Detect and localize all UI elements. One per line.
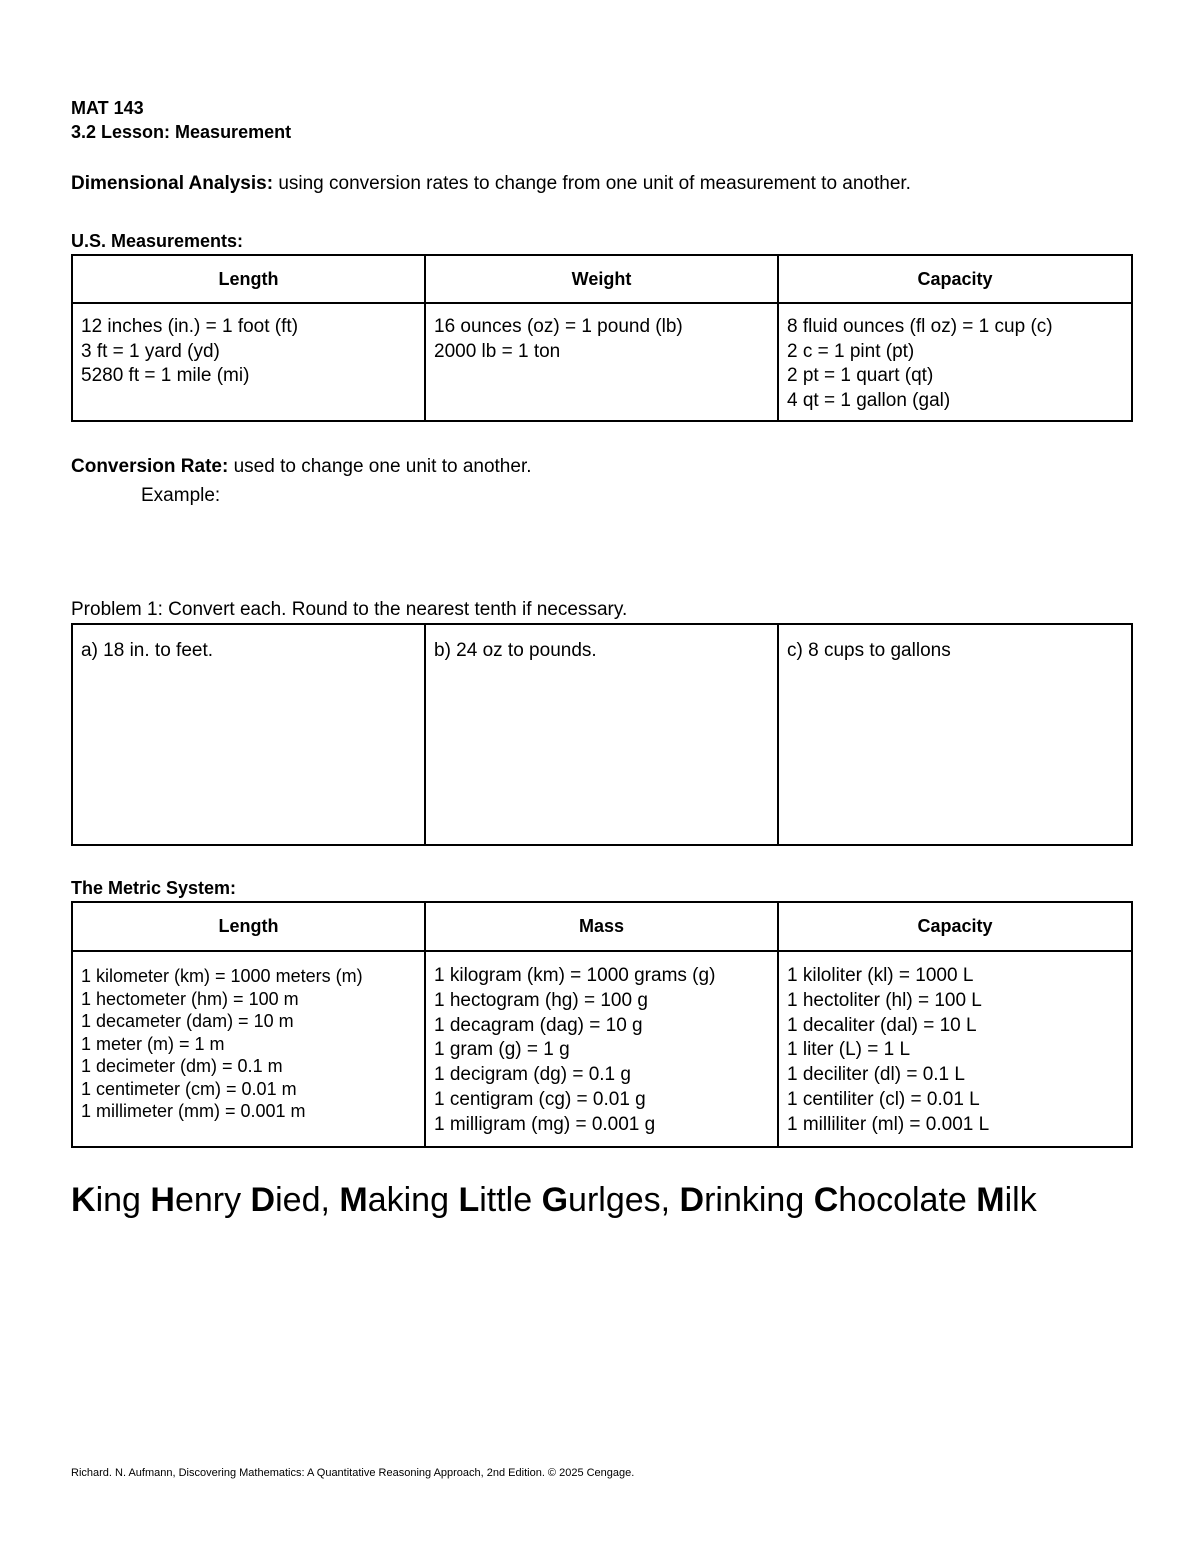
mnemonic-rest: ied,: [275, 1181, 340, 1219]
conversion-line: 1 gram (g) = 1 g: [434, 1039, 570, 1061]
mnemonic-rest: urlges,: [568, 1181, 680, 1219]
conversion-line: 1 deciliter (dl) = 0.1 L: [787, 1064, 965, 1086]
conversion-rate-term: Conversion Rate:: [71, 456, 229, 477]
mnemonic-rest: ing: [95, 1181, 151, 1219]
us-header-weight: Weight: [425, 255, 778, 303]
conversion-line: 1 centiliter (cl) = 0.01 L: [787, 1088, 980, 1110]
problem1-b-cell[interactable]: [425, 624, 778, 845]
problem1-a-cell[interactable]: [72, 624, 425, 845]
conversion-line: 1 milliliter (ml) = 0.001 L: [787, 1113, 990, 1135]
conversion-line: 2 pt = 1 quart (qt): [787, 365, 934, 386]
conversion-line: 1 decigram (dg) = 0.1 g: [434, 1064, 631, 1086]
mnemonic-initial: H: [150, 1181, 175, 1219]
us-length-cell: [72, 303, 425, 421]
dimensional-analysis-text: using conversion rates to change from one unit of measurement to another.: [278, 173, 911, 194]
us-capacity-cell: [778, 303, 1132, 421]
mnemonic-rest: ittle: [479, 1181, 542, 1219]
mnemonic-initial: D: [679, 1181, 705, 1219]
mnemonic-rest: rinking: [704, 1181, 814, 1219]
conversion-line: 1 decimeter (dm) = 0.1 m: [81, 1056, 283, 1076]
conversion-line: 1 millimeter (mm) = 0.001 m: [81, 1101, 306, 1121]
conversion-line: 1 liter (L) = 1 L: [787, 1039, 911, 1061]
conversion-line: 2 c = 1 pint (pt): [787, 340, 915, 362]
metric-header-length: Length: [72, 902, 425, 951]
conversion-line: 1 hectometer (hm) = 100 m: [81, 988, 299, 1009]
problem1-table: [71, 623, 1133, 846]
mnemonic-initial: D: [250, 1181, 276, 1219]
citation-footer: Richard. N. Aufmann, Discovering Mathematics: A Quantitative Reasoning Approach, 2nd Edition. © 2025 Cengage.: [71, 1467, 635, 1479]
problem1-b-text: b) 24 oz to pounds.: [434, 640, 597, 661]
conversion-line: 1 hectogram (hg) = 100 g: [434, 989, 648, 1011]
metric-mnemonic: [71, 1178, 1037, 1222]
mnemonic-initial: C: [813, 1181, 839, 1219]
mnemonic-initial: L: [458, 1181, 480, 1219]
mnemonic-rest: ilk: [1004, 1181, 1037, 1219]
conversion-line: 5280 ft = 1 mile (mi): [81, 365, 250, 386]
conversion-line: 2000 lb = 1 ton: [434, 340, 561, 362]
conversion-line: 1 decameter (dam) = 10 m: [81, 1011, 294, 1031]
mnemonic-rest: hocolate: [838, 1181, 977, 1219]
metric-system-table: [71, 901, 1133, 1148]
problem1-prompt: Problem 1: Convert each. Round to the nearest tenth if necessary.: [71, 599, 628, 620]
conversion-line: 4 qt = 1 gallon (gal): [787, 389, 951, 411]
us-measurements-table: [71, 254, 1133, 422]
conversion-line: 12 inches (in.) = 1 foot (ft): [81, 316, 299, 337]
conversion-line: 1 meter (m) = 1 m: [81, 1033, 225, 1054]
problem1-a-text: a) 18 in. to feet.: [81, 640, 214, 661]
conversion-rate-definition: [71, 455, 532, 479]
conversion-rate-text: used to change one unit to another.: [233, 456, 532, 477]
us-header-length: Length: [72, 255, 425, 303]
problem1-c-cell[interactable]: [778, 624, 1132, 845]
conversion-line: 1 centimeter (cm) = 0.01 m: [81, 1078, 297, 1099]
mnemonic-rest: enry: [174, 1181, 251, 1219]
mnemonic-initial: M: [339, 1181, 368, 1219]
conversion-line: 8 fluid ounces (fl oz) = 1 cup (c): [787, 316, 1053, 337]
conversion-line: 1 hectoliter (hl) = 100 L: [787, 989, 982, 1011]
metric-mass-cell: [425, 951, 778, 1147]
metric-length-cell: [72, 951, 425, 1147]
mnemonic-rest: aking: [367, 1181, 459, 1219]
conversion-line: 1 decagram (dag) = 10 g: [434, 1014, 643, 1036]
metric-capacity-cell: [778, 951, 1132, 1147]
us-header-capacity: Capacity: [778, 255, 1132, 303]
course-title: MAT 143: [71, 98, 144, 118]
conversion-line: 1 centigram (cg) = 0.01 g: [434, 1088, 646, 1110]
conversion-line: 3 ft = 1 yard (yd): [81, 340, 220, 362]
mnemonic-initial: K: [71, 1181, 96, 1219]
mnemonic-initial: G: [541, 1181, 569, 1219]
conversion-line: 1 kiloliter (kl) = 1000 L: [787, 965, 974, 986]
metric-header-capacity: Capacity: [778, 902, 1132, 951]
dimensional-analysis-term: Dimensional Analysis:: [71, 173, 274, 194]
conversion-line: 1 kilometer (km) = 1000 meters (m): [81, 966, 363, 986]
dimensional-analysis-definition: [71, 172, 911, 196]
us-weight-cell: [425, 303, 778, 421]
problem1-c-text: c) 8 cups to gallons: [787, 640, 951, 661]
mnemonic-initial: M: [976, 1181, 1005, 1219]
conversion-line: 1 milligram (mg) = 0.001 g: [434, 1113, 656, 1135]
metric-system-heading: The Metric System:: [71, 878, 237, 898]
lesson-title: 3.2 Lesson: Measurement: [71, 122, 292, 142]
conversion-line: 1 decaliter (dal) = 10 L: [787, 1014, 977, 1036]
conversion-line: 16 ounces (oz) = 1 pound (lb): [434, 316, 683, 337]
example-label: Example:: [141, 485, 221, 506]
metric-header-mass: Mass: [425, 902, 778, 951]
conversion-line: 1 kilogram (km) = 1000 grams (g): [434, 965, 716, 986]
us-measurements-heading: U.S. Measurements:: [71, 231, 244, 251]
